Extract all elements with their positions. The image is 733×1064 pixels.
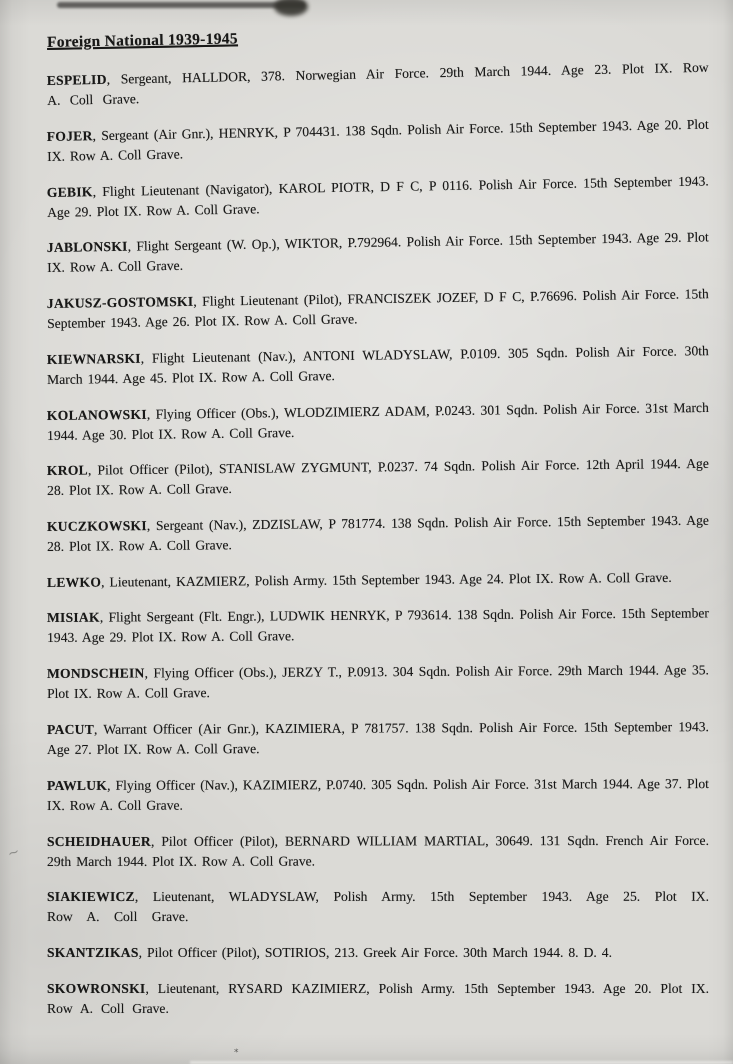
register-entry <box>47 717 709 761</box>
register-entry <box>47 604 709 649</box>
entry-surname: ESPELID <box>46 71 107 89</box>
register-entry <box>47 887 709 928</box>
entry-surname: LEWKO <box>46 574 102 591</box>
entry-details: , Sergeant, HALLDOR, 378. Norwegian Air Force. 29th March 1944. Age 23. Plot IX. Row A. Coll Grave. <box>47 59 709 109</box>
register-entry <box>47 511 709 558</box>
register-entry <box>47 943 709 963</box>
entry-surname: JABLONSKI <box>46 239 128 256</box>
register-entry <box>47 284 710 335</box>
entry-surname: KROL <box>46 463 88 479</box>
register-entry <box>47 454 709 502</box>
register-entry <box>47 398 709 447</box>
entry-surname: SCHEIDHAUER <box>46 833 151 849</box>
entry-details: , Pilot Officer (Pilot), STANISLAW ZYGMUNT, P.0237. 74 Sqdn. Polish Air Force. 12th April 1944. Age 28. Plot IX. Row A. Coll Grave. <box>47 456 709 499</box>
register-entry <box>47 774 709 817</box>
entry-details: , Flying Officer (Obs.), WLODZIMIERZ ADAM, P.0243. 301 Sqdn. Polish Air Force. 31st March 1944. Age 30. Plot IX. Row A. Coll Grave. <box>47 399 709 444</box>
register-entry <box>47 568 709 594</box>
page-content <box>46 30 709 1034</box>
entry-surname: MISIAK <box>46 610 100 626</box>
entry-details: , Lieutenant, RYSARD KAZIMIERZ, Polish Army. 15th September 1943. Age 20. Plot IX. Row A. Coll Grave. <box>47 980 709 1016</box>
scan-artifact-top-blob <box>274 0 308 16</box>
entry-surname: MONDSCHEIN <box>46 665 145 682</box>
entry-details: , Flight Lieutenant (Navigator), KAROL PIOTR, D F C, P 0116. Polish Air Force. 15th September 1943. Age 29. Plot IX. Row A. Coll Grave. <box>47 173 709 220</box>
scan-artifact-top-bar <box>57 2 305 8</box>
entry-details: , Warrant Officer (Air Gnr.), KAZIMIERA, P 781757. 138 Sqdn. Polish Air Force. 15th September 1943. Age 27. Plot IX. Row A. Coll Grave. <box>47 719 709 758</box>
register-entry <box>47 171 710 223</box>
page-title: Foreign National 1939-1945 <box>46 30 239 51</box>
entry-details: , Flight Sergeant (Flt. Engr.), LUDWIK HENRYK, P 793614. 138 Sqdn. Polish Air Force. 15th September 1943. Age 29. Plot IX. Row A. Coll Grave. <box>47 605 709 646</box>
entry-surname: KUCZKOWSKI <box>46 518 147 535</box>
entry-surname: SIAKIEWICZ <box>46 889 135 905</box>
entry-surname: GEBIK <box>46 183 93 200</box>
margin-pencil-mark: ∼ <box>5 844 22 863</box>
register-entry <box>47 979 709 1020</box>
entry-surname: KOLANOWSKI <box>46 406 147 423</box>
entry-details: , Lieutenant, WLADYSLAW, Polish Army. 15th September 1943. Age 25. Plot IX. Row A. Coll Grave. <box>47 889 709 925</box>
register-entry <box>47 228 710 279</box>
entry-surname: SKANTZIKAS <box>47 945 139 961</box>
entry-details: , Flying Officer (Nav.), KAZIMIERZ, P.0740. 305 Sqdn. Polish Air Force. 31st March 1944. Age 37. Plot IX. Row A. Coll Grave. <box>47 775 709 814</box>
entry-details: , Pilot Officer (Pilot), SOTIRIOS, 213. Greek Air Force. 30th March 1944. 8. D. 4. <box>138 945 612 961</box>
entry-details: , Sergeant (Nav.), ZDZISLAW, P 781774. 138 Sqdn. Polish Air Force. 15th September 1943. Age 28. Plot IX. Row A. Coll Grave. <box>47 512 709 555</box>
register-entry <box>47 114 710 167</box>
entry-surname: PACUT <box>46 721 95 737</box>
entry-details: , Flight Sergeant (W. Op.), WIKTOR, P.792964. Polish Air Force. 15th September 1943. Age 29. Plot IX. Row A. Coll Grave. <box>47 229 709 276</box>
register-entry <box>47 58 710 112</box>
entry-surname: SKOWRONSKI <box>47 980 146 996</box>
entry-surname: JAKUSZ-GOSTOMSKI <box>46 293 194 312</box>
entry-details: , Flying Officer (Obs.), JERZY T., P.0913. 304 Sqdn. Polish Air Force. 29th March 1944. Age 35. Plot IX. Row A. Coll Grave. <box>47 662 709 702</box>
register-entry <box>47 661 709 705</box>
entry-surname: KIEWNARSKI <box>46 350 141 367</box>
entry-list <box>46 59 709 1019</box>
register-entry <box>47 341 709 391</box>
entry-surname: FOJER <box>46 127 93 144</box>
entry-details: , Pilot Officer (Pilot), BERNARD WILLIAM MARTIAL, 30649. 131 Sqdn. French Air Force. 29th March 1944. Plot IX. Row A. Coll Grave. <box>47 832 709 869</box>
entry-details: , Lieutenant, KAZMIERZ, Polish Army. 15th September 1943. Age 24. Plot IX. Row A. Coll Grave. <box>101 569 672 590</box>
bottom-ink-speck: ⁎ <box>234 1044 239 1054</box>
entry-details: , Flight Lieutenant (Pilot), FRANCISZEK JOZEF, D F C, P.76696. Polish Air Force. 15th September 1943. Age 26. Plot IX. Row A. Coll Grave. <box>47 286 709 332</box>
entry-details: , Sergeant (Air Gnr.), HENRYK, P 704431. 138 Sqdn. Polish Air Force. 15th September 1943. Age 20. Plot IX. Row A. Coll Grave. <box>47 116 709 165</box>
entry-details: , Flight Lieutenant (Nav.), ANTONI WLADYSLAW, P.0109. 305 Sqdn. Polish Air Force. 30th March 1944. Age 45. Plot IX. Row A. Coll Grave. <box>47 343 709 388</box>
entry-surname: PAWLUK <box>46 777 108 793</box>
register-entry <box>47 830 709 872</box>
